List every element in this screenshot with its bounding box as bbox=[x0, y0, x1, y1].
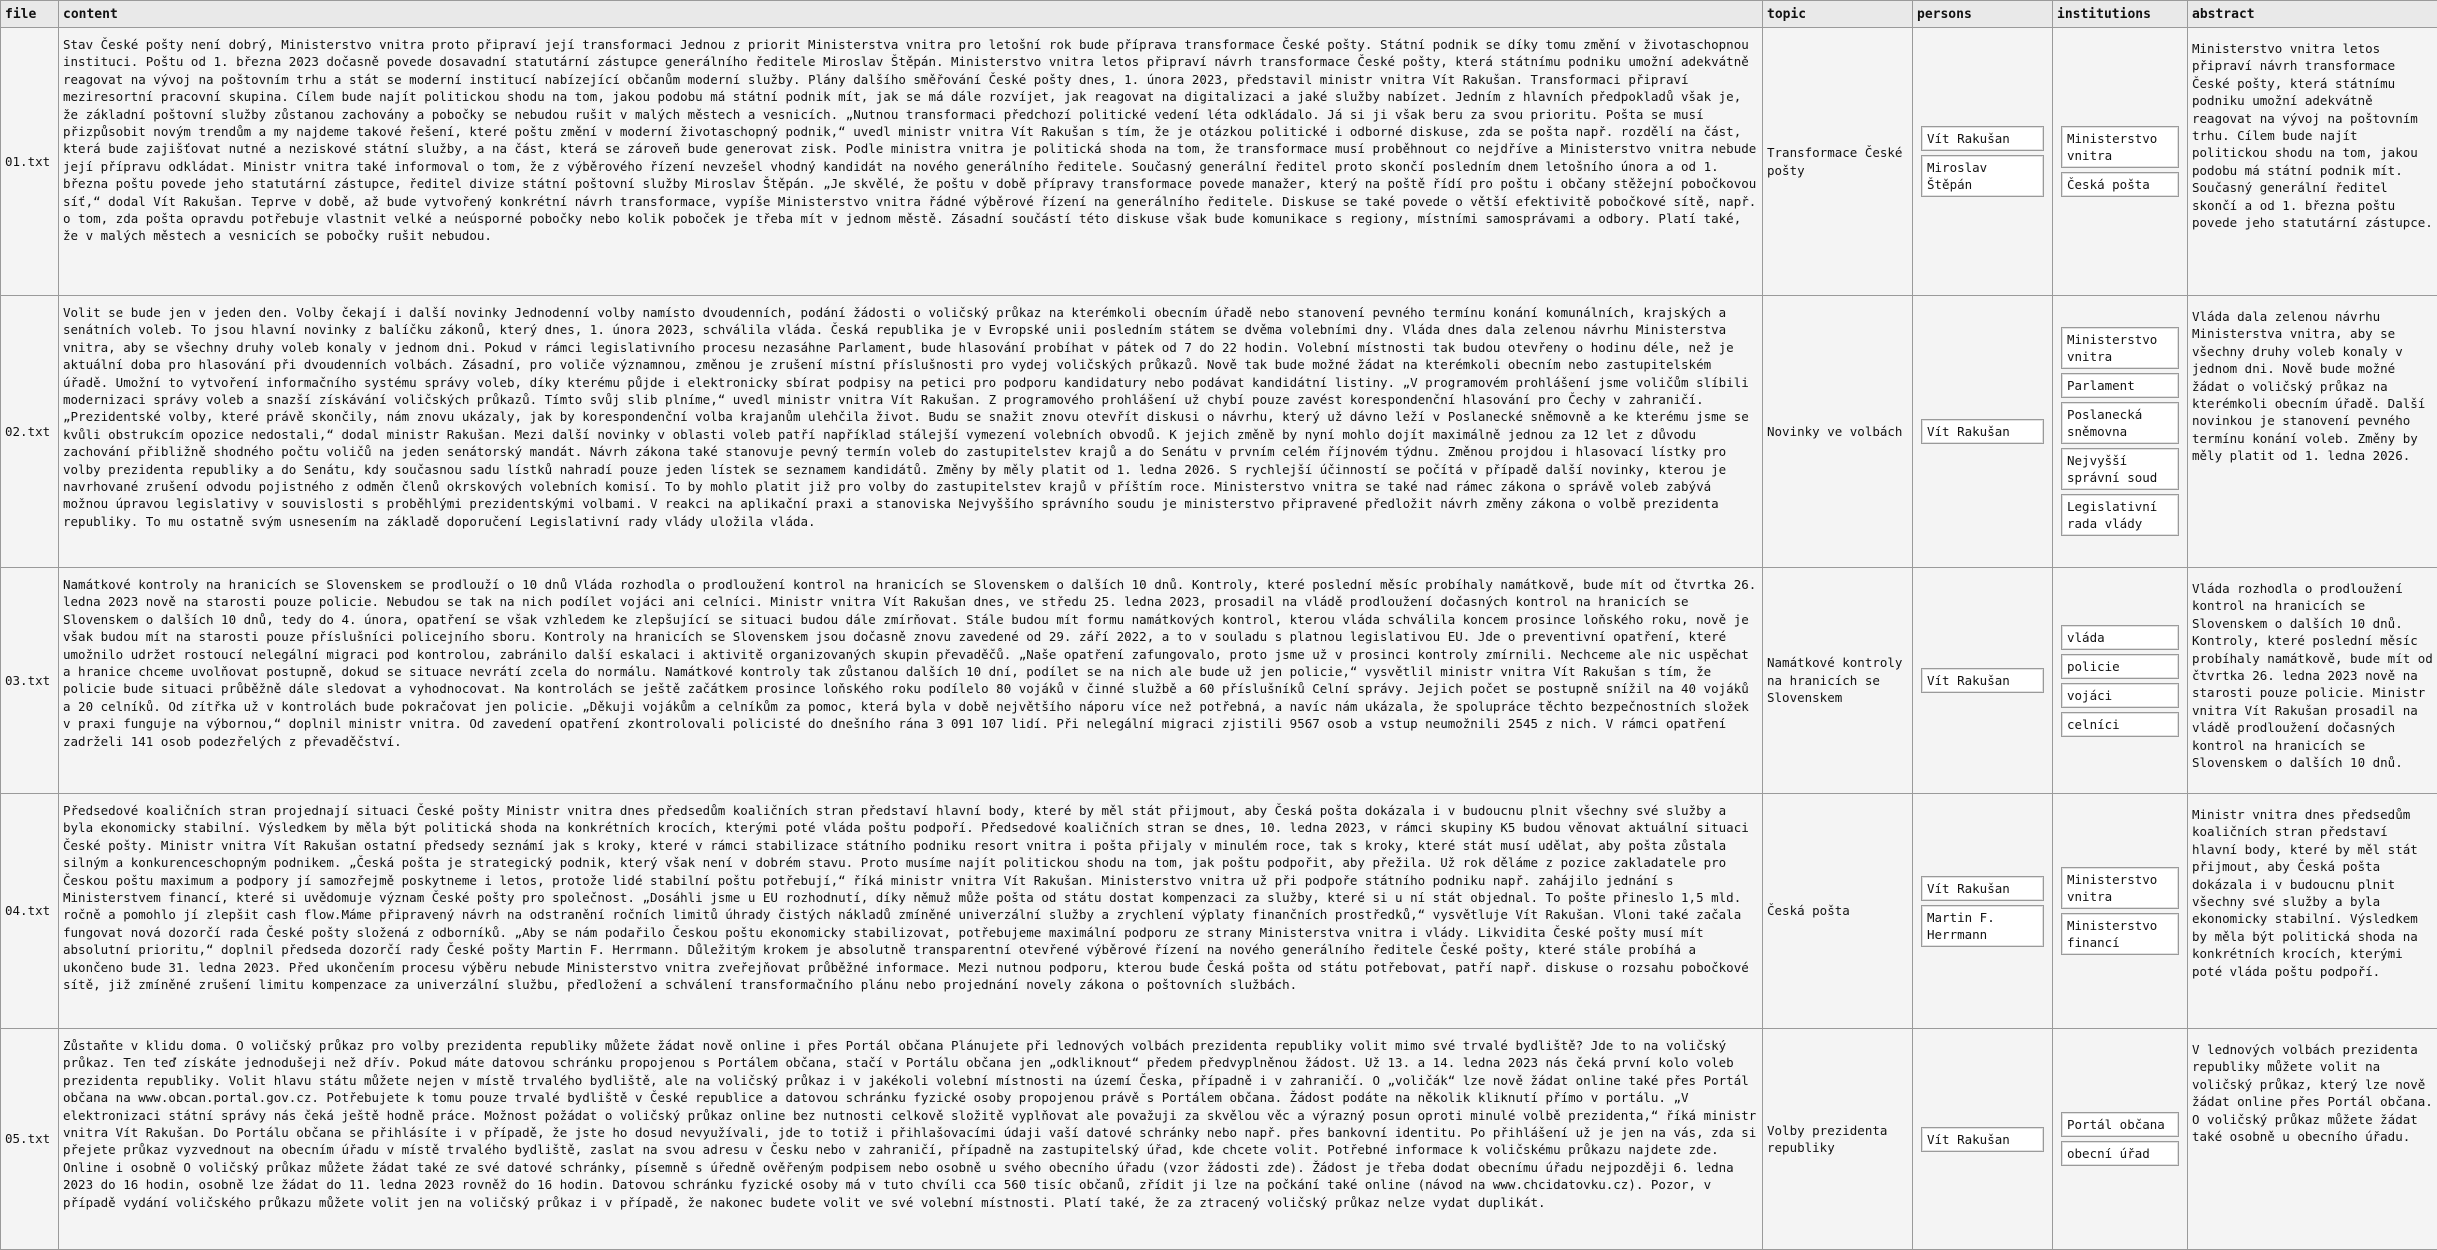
column-header-abstract[interactable]: abstract bbox=[2188, 1, 2437, 28]
persons-cell bbox=[1913, 296, 2053, 568]
column-header-topic[interactable]: topic bbox=[1763, 1, 1913, 28]
abstract-cell: V lednových volbách prezidenta republiky můžete volit na voličský průkaz, který lze nově žádat online přes Portál občana. O voličský průkaz můžete žádat také osobně u obecního úřadu. bbox=[2188, 1029, 2437, 1250]
column-header-persons[interactable]: persons bbox=[1913, 1, 2053, 28]
person-chip[interactable]: Vít Rakušan bbox=[1921, 419, 2044, 444]
institutions-cell bbox=[2053, 28, 2188, 296]
institution-chip[interactable]: Ministerstvo vnitra bbox=[2061, 327, 2179, 369]
persons-cell bbox=[1913, 1029, 2053, 1250]
file-cell: 05.txt bbox=[1, 1029, 59, 1250]
institutions-cell bbox=[2053, 296, 2188, 568]
topic-cell: Česká pošta bbox=[1763, 794, 1913, 1029]
institution-chip[interactable]: Legislativní rada vlády bbox=[2061, 494, 2179, 536]
abstract-cell: Ministerstvo vnitra letos připraví návrh transformace České pošty, která státnímu podniku umožní adekvátně reagovat na vývoj na poštovním trhu. Cílem bude najít politickou shodu na tom, jakou podobu má státní podnik mít. Současný generální ředitel skončí a od 1. března poštu povede jeho statutární zástupce. bbox=[2188, 28, 2437, 296]
file-cell: 03.txt bbox=[1, 568, 59, 794]
institution-chip[interactable]: vojáci bbox=[2061, 683, 2179, 708]
person-chip[interactable]: Vít Rakušan bbox=[1921, 668, 2044, 693]
column-header-file[interactable]: file bbox=[1, 1, 59, 28]
institution-chip[interactable]: Nejvyšší správní soud bbox=[2061, 448, 2179, 490]
person-chip[interactable]: Vít Rakušan bbox=[1921, 876, 2044, 901]
topic-cell: Volby prezidenta republiky bbox=[1763, 1029, 1913, 1250]
topic-cell: Novinky ve volbách bbox=[1763, 296, 1913, 568]
file-cell: 01.txt bbox=[1, 28, 59, 296]
abstract-cell: Ministr vnitra dnes předsedům koaličních stran představí hlavní body, které by měl stát přijmout, aby Česká pošta dokázala i v budoucnu plnit všechny své služby a byla ekonomicky stabilní. Výsledkem by měla být politická shoda na konkrétních krocích, kterými poté vláda poštu podpoří. bbox=[2188, 794, 2437, 1029]
table-row bbox=[1, 568, 2437, 794]
content-cell: Zůstaňte v klidu doma. O voličský průkaz pro volby prezidenta republiky můžete žádat nově online i přes Portál občana Plánujete při lednových volbách prezidenta republiky volit mimo své trvalé bydliště? Jde to na voličský průkaz. Ten teď získáte jednodušeji než dřív. Pokud máte datovou schránku propojenou s Portálem občana, stačí v Portálu občana jen „odkliknout“ předem předvyplněnou žádost. Už 13. a 14. ledna 2023 nás čeká první kolo voleb prezidenta republiky. Volit hlavu státu můžete nejen v místě trvalého bydliště, ale na voličský průkaz i v jakékoli volební místnosti na území Česka, případně i v zahraničí. O „voličák“ lze nově žádat online také přes Portál občana na www.obcan.portal.gov.cz. Potřebujete k tomu pouze trvalé bydliště v České republice a datovou schránku fyzické osoby propojenou právě s Portálem občana. Žádost podáte na několik kliknutí přímo v portálu. „V elektronizaci státní správy nás čeká ještě hodně práce. Možnost požádat o voličský průkaz online bez nutnosti celkově složitě vyplňovat ale považuji za skvělou věc a výrazný posun oproti minulé volbě prezidenta,“ říká ministr vnitra Vít Rakušan. Do Portálu občana se přihlásíte i v případě, že jste ho dosud nevyužívali, jde to totiž i přihlašovacími údaji vaší datové schránky nebo např. přes bankovní identitu. Po přihlášení už je jen na vás, zda si přejete průkaz vyzvednout na obecním úřadu v místě trvalého bydliště, zaslat na svou adresu v Česku nebo v zahraničí, případně na zastupitelský úřad, kde chcete volit. Potřebné informace k voličskému průkazu najdete zde. Online i osobně O voličský průkaz můžete žádat také ze své datové schránky, písemně s úředně ověřeným podpisem nebo osobně u svého obecního úřadu (vzor žádosti zde). Žádost je třeba dodat obecnímu úřadu nejpozději 6. ledna 2023 do 16 hodin, osobně lze žádat do 11. ledna 2023 rovněž do 16 hodin. Datovou schránku fyzické osoby má v tuto chvíli cca 560 tisíc občanů, zřídit ji lze na počkání také online (návod na www.chcidatovku.cz). Pozor, v případě vydání voličského průkazu můžete volit jen na voličský průkaz i v případě, že nakonec budete volit ve své volební místnosti. Platí také, že za ztracený voličský průkaz nelze vydat duplikát. bbox=[59, 1029, 1763, 1250]
abstract-cell: Vláda dala zelenou návrhu Ministerstva vnitra, aby se všechny druhy voleb konaly v jednom dni. Nově bude možné žádat o voličský průkaz na kterémkoli obecním úřadě. Další novinkou je stanovení pevného termínu konání voleb. Změny by měly platit od 1. ledna 2026. bbox=[2188, 296, 2437, 568]
institution-chip[interactable]: celníci bbox=[2061, 712, 2179, 737]
persons-cell bbox=[1913, 794, 2053, 1029]
file-cell: 04.txt bbox=[1, 794, 59, 1029]
content-cell: Volit se bude jen v jeden den. Volby čekají i další novinky Jednodenní volby namísto dvoudenních, podání žádosti o voličský průkaz na kterémkoli obecním úřadě nebo stanovení pevného termínu konání komunálních, krajských a senátních voleb. To jsou hlavní novinky z balíčku zákonů, který dnes, 1. února 2023, schválila vláda. Česká republika je v Evropské unii posledním státem se dvěma volebními dny. Vláda dnes dala zelenou návrhu Ministerstva vnitra, aby se všechny druhy voleb konaly v jednom dni. Pokud v rámci legislativního procesu nezasáhne Parlament, bude hlasování probíhat v pátek od 7 do 22 hodin. Volební místnosti tak budou otevřeny o hodinu déle, než je aktuální doba pro hlasování při dvoudenních volbách. Zásadní, pro voliče významnou, změnou je zrušení místní příslušnosti pro vydej voličských průkazů. Nově tak bude možné žádat na kterémkoli obecním nebo zastupitelském úřadě. Umožní to vytvoření informačního systému správy voleb, díky kterému půjde i elektronicky sbírat podpisy na petici pro podporu kandidatury nebo podávat kandidátní listiny. „V programovém prohlášení jsme voličům slíbili modernizaci správy voleb a snazší získávání voličských průkazů. Tímto svůj slib plníme,“ uvedl ministr vnitra Vít Rakušan. Z programového prohlášení už chybí pouze zavést korespondenční hlasování pro Čechy v zahraničí. „Prezidentské volby, které právě skončily, nám znovu ukázaly, jak by korespondenční volba krajanům ulehčila život. Budu se snažit znovu otevřít diskusi o návrhu, který už dávno leží v Poslanecké sněmovně a ke kterému jsme se kvůli obstrukcím opozice nedostali,“ dodal ministr Rakušan. Mezi další novinky v oblasti voleb patří například stálejší vymezení volebních obvodů. K jejich změně by nyní mohlo dojít maximálně jednou za 12 let z důvodu zachování přibližně shodného počtu voličů na jeden senátorský mandát. Návrh zákona také stanovuje pevný termín voleb do zastupitelstev krajů a do Senátu v prvním celém říjnovém týdnu. Změnou projdou i hlasovací lístky pro volby prezidenta republiky a do Senátu, kdy současnou sadu lístků nahradí pouze jeden lístek se seznamem kandidátů. Změny by měly platit od 1. ledna 2026. S rychlejší účinností se počítá v případě další novinky, kterou je navrhované zrušení odvodu pojistného z odměn členů okrskových volebních komisí. To by mohlo platit již pro volby do zastupitelstev krajů v příštím roce. Ministerstvo vnitra se také nad rámec zákona o správě voleb zabývá možnou úpravou legislativy v souvislosti s proběhlými prezidentskými volbami. V reakci na aplikační praxi a stanoviska Nejvyššího správního soudu je ministerstvo připravené předložit návrh změny zákona o volbě prezidenta republiky. To mu ostatně svým usnesením na základě doporučení Legislativní rady vlády uložila vláda. bbox=[59, 296, 1763, 568]
topic-cell: Namátkové kontroly na hranicích se Slovenskem bbox=[1763, 568, 1913, 794]
institution-chip[interactable]: vláda bbox=[2061, 625, 2179, 650]
table-row bbox=[1, 28, 2437, 296]
institution-chip[interactable]: Česká pošta bbox=[2061, 172, 2179, 197]
institution-chip[interactable]: Ministerstvo financí bbox=[2061, 913, 2179, 955]
persons-cell bbox=[1913, 28, 2053, 296]
table-row bbox=[1, 1029, 2437, 1250]
institution-chip[interactable]: Parlament bbox=[2061, 373, 2179, 398]
person-chip[interactable]: Miroslav Štěpán bbox=[1921, 155, 2044, 197]
institution-chip[interactable]: Poslanecká sněmovna bbox=[2061, 402, 2179, 444]
institutions-cell bbox=[2053, 1029, 2188, 1250]
institution-chip[interactable]: obecní úřad bbox=[2061, 1141, 2179, 1166]
content-cell: Namátkové kontroly na hranicích se Slovenskem se prodlouží o 10 dnů Vláda rozhodla o prodloužení kontrol na hranicích se Slovenskem o dalších 10 dnů. Kontroly, které poslední měsíc probíhaly namátkově, bude mít od čtvrtka 26. ledna 2023 nově na starosti pouze policie. Nebudou se tak na nich podílet vojáci ani celníci. Ministr vnitra Vít Rakušan dnes, ve středu 25. ledna 2023, prosadil na vládě prodloužení dočasných kontrol na hranicích se Slovenskem o dalších 10 dnů, tedy do 4. února, opatření se však vzhledem ke zlepšující se situaci budou dále zmírňovat. Stále budou mít formu namátkových kontrol, kterou vláda schválila koncem prosince loňského roku, nově je však budou mít na starosti pouze příslušníci policejního sboru. Kontroly na hranicích se Slovenskem jsou dočasně znovu zavedené od 29. září 2022, a to v souladu s platnou legislativou EU. Jde o preventivní opatření, které umožnilo udržet rostoucí nelegální migraci pod kontrolou, zabránilo další eskalaci i aktivitě organizovaných skupin převaděčů. „Naše opatření zafungovalo, proto jsme už v prosinci kontroly zmírnili. Nechceme ale nic uspěchat a hranice chceme uvolňovat postupně, dokud se situace nevrátí zcela do normálu. Namátkové kontroly tak zůstanou dalších 10 dní, podílet se na nich ale bude už jen policie,“ vysvětlil ministr vnitra Vít Rakušan s tím, že policie bude situaci průběžně dále sledovat a vyhodnocovat. Na kontrolách se ještě začátkem prosince loňského roku podílelo 80 vojáků v činné službě a 60 příslušníků Celní správy. Jejich počet se postupně snížil na 40 vojáků a 20 celníků. Od zítřka už v kontrolách bude pokračovat jen policie. „Děkuji vojákům a celníkům za pomoc, která byla v době největšího náporu více než potřebná, a navíc nám ukázala, že spolupráce těchto bezpečnostních složek v praxi funguje na výbornou,“ doplnil ministr vnitra. Od zavedení opatření zkontrolovali policisté do dnešního rána 3 091 107 lidí. Při nelegální migraci zjistili 9567 osob a vstup neumožnili 2545 z nich. V rámci opatření zadrželi 141 osob podezřelých z převaděčství. bbox=[59, 568, 1763, 794]
institution-chip[interactable]: Ministerstvo vnitra bbox=[2061, 126, 2179, 168]
institution-chip[interactable]: Portál občana bbox=[2061, 1112, 2179, 1137]
persons-cell bbox=[1913, 568, 2053, 794]
content-cell: Stav České pošty není dobrý, Ministerstvo vnitra proto připraví její transformaci Jednou z priorit Ministerstva vnitra pro letošní rok bude příprava transformace České pošty. Státní podnik se díky tomu změní v životaschopnou instituci. Poštu od 1. března 2023 dočasně povede dosavadní statutární zástupce generálního ředitele Miroslav Štěpán. Ministerstvo vnitra letos připraví návrh transformace České pošty, která státnímu podniku umožní adekvátně reagovat na vývoj na poštovním trhu a stát se moderní institucí nabízející občanům moderní služby. Plány dalšího směřování České pošty dnes, 1. února 2023, představil ministr vnitra Vít Rakušan. Transformaci připraví meziresortní pracovní skupina. Cílem bude najít politickou shodu na tom, jakou podobu má státní podnik mít, jak se má dále rozvíjet, jak reagovat na digitalizaci a jaké služby nabízet. Jedním z hlavních předpokladů však je, že základní poštovní služby zůstanou zachovány a pobočky se nebudou rušit v malých městech a vesnicích. „Nutnou transformaci předchozí politické vedení léta odkládalo. Já si ji však beru za svou prioritu. Pošta se musí přizpůsobit novým trendům a my najdeme takové řešení, které poštu změní v moderní životaschopný podnik,“ uvedl ministr vnitra Vít Rakušan s tím, že je otázkou politické i odborné diskuse, zda se pošta např. rozdělí na část, která bude zajišťovat nutné a neziskové státní služby, a na část, která se zároveň bude generovat zisk. Podle ministra vnitra je politická shoda na tom, že transformace musí proběhnout co nejdříve a Ministerstvo vnitra nebude její přípravu odkládat. Ministr vnitra také informoval o tom, že z výběrového řízení nevzešel vhodný kandidát na nového generálního ředitele. Současný generální ředitel proto skončí posledním dnem letošního února a od 1. března poštu povede jeho statutární zástupce, ředitel divize státní poštovní služby Miroslav Štěpán. „Je skvělé, že poštu v době přípravy transformace povede manažer, který na poště řídí pro poštu i občany stěžejní pobočkovou síť,“ dodal Vít Rakušan. Teprve v době, až bude vytvořený konkrétní návrh transformace, vypíše Ministerstvo vnitra řádné výběrové řízení na generálního ředitele. Diskuse se také povede o větší efektivitě pobočkové sítě, např. o tom, zda pošta opravdu potřebuje vlastnit velké a neúsporné pobočky nebo kolik poboček je třeba mít v jednom městě. Zásadní součástí této diskuse však bude komunikace s regiony, místními samosprávami a odbory. Platí také, že v malých městech a vesnicích se pobočky rušit nebudou. bbox=[59, 28, 1763, 296]
table-row bbox=[1, 794, 2437, 1029]
header-row bbox=[1, 1, 2437, 28]
institution-chip[interactable]: policie bbox=[2061, 654, 2179, 679]
content-cell: Předsedové koaličních stran projednají situaci České pošty Ministr vnitra dnes předsedům koaličních stran představí hlavní body, které by měl stát přijmout, aby Česká pošta dokázala i v budoucnu plnit všechny své služby a byla ekonomicky stabilní. Výsledkem by měla být politická shoda na konkrétních krocích, kterými poté vláda poštu podpoří. Předsedové koaličních stran se dnes, 10. ledna 2023, v rámci skupiny K5 budou věnovat aktuální situaci České pošty. Ministr vnitra Vít Rakušan ostatní předsedy seznámí jak s kroky, které v rámci stabilizace státního podniku resort vnitra i pošta přijaly v minulém roce, tak s kroky, které stát musí udělat, aby pošta zůstala silným a konkurenceschopným podnikem. „Česká pošta je strategický podnik, který však není v dobrém stavu. Proto musíme najít politickou shodu na tom, jak poštu podpořit, aby přežila. Už rok děláme z pozice zakladatele pro Českou poštu maximum a podpory jí samozřejmě poskytneme i letos, protože lidé stabilní poštu potřebují,“ říká ministr vnitra Vít Rakušan. Ministerstvo vnitra už při podpoře státního podniku např. zahájilo jednání s Ministerstvem financí, které si uvědomuje význam České pošty pro společnost. „Dosáhli jsme u EU rozhodnutí, díky němuž může pošta od státu dostat kompenzaci za služby, které si u ní stát objednal. To pošte přineslo 1,5 mld. ročně a pomohlo jí zlepšit cash flow.Máme připravený návrh na odstranění ročních limitů úhrady čistých nákladů zmíněné univerzální služby a zrychlení výplaty finančních prostředků,“ vysvětluje Vít Rakušan. Vloni také začala fungovat nová dozorčí rada České pošty složená z odborníků. „Aby se nám podařilo Českou poštu ekonomicky stabilizovat, potřebujeme maximální podporu ze strany Ministerstva vnitra i vlády. Likvidita České pošty musí mít absolutní prioritu,“ doplnil předseda dozorčí rady České pošty Martin F. Herrmann. Důležitým krokem je absolutně transparentní otevřené výběrové řízení na nového generálního ředitele České pošty, které stále probíhá a ukončeno bude 31. ledna 2023. Před ukončením procesu výběru nebude Ministerstvo vnitra zveřejňovat průběžné informace. Mezi nutnou podporu, kterou bude Česká pošta od státu potřebovat, patří např. diskuse o rozsahu pobočkové sítě, již zmíněné zrušení limitu kompenzace za univerzální službu, předložení a schválení transformačního plánu nebo projednání novely zákona o poštovních službách. bbox=[59, 794, 1763, 1029]
person-chip[interactable]: Vít Rakušan bbox=[1921, 126, 2044, 151]
column-header-content[interactable]: content bbox=[59, 1, 1763, 28]
file-cell: 02.txt bbox=[1, 296, 59, 568]
column-header-institutions[interactable]: institutions bbox=[2053, 1, 2188, 28]
institutions-cell bbox=[2053, 568, 2188, 794]
person-chip[interactable]: Vít Rakušan bbox=[1921, 1127, 2044, 1152]
institution-chip[interactable]: Ministerstvo vnitra bbox=[2061, 867, 2179, 909]
institutions-cell bbox=[2053, 794, 2188, 1029]
abstract-cell: Vláda rozhodla o prodloužení kontrol na hranicích se Slovenskem o dalších 10 dnů. Kontroly, které poslední měsíc probíhaly namátkově, bude mít od čtvrtka 26. ledna 2023 nově na starosti pouze policie. Ministr vnitra Vít Rakušan prosadil na vládě prodloužení dočasných kontrol na hranicích se Slovenskem o dalších 10 dnů. bbox=[2188, 568, 2437, 794]
table-row bbox=[1, 296, 2437, 568]
topic-cell: Transformace České pošty bbox=[1763, 28, 1913, 296]
person-chip[interactable]: Martin F. Herrmann bbox=[1921, 905, 2044, 947]
